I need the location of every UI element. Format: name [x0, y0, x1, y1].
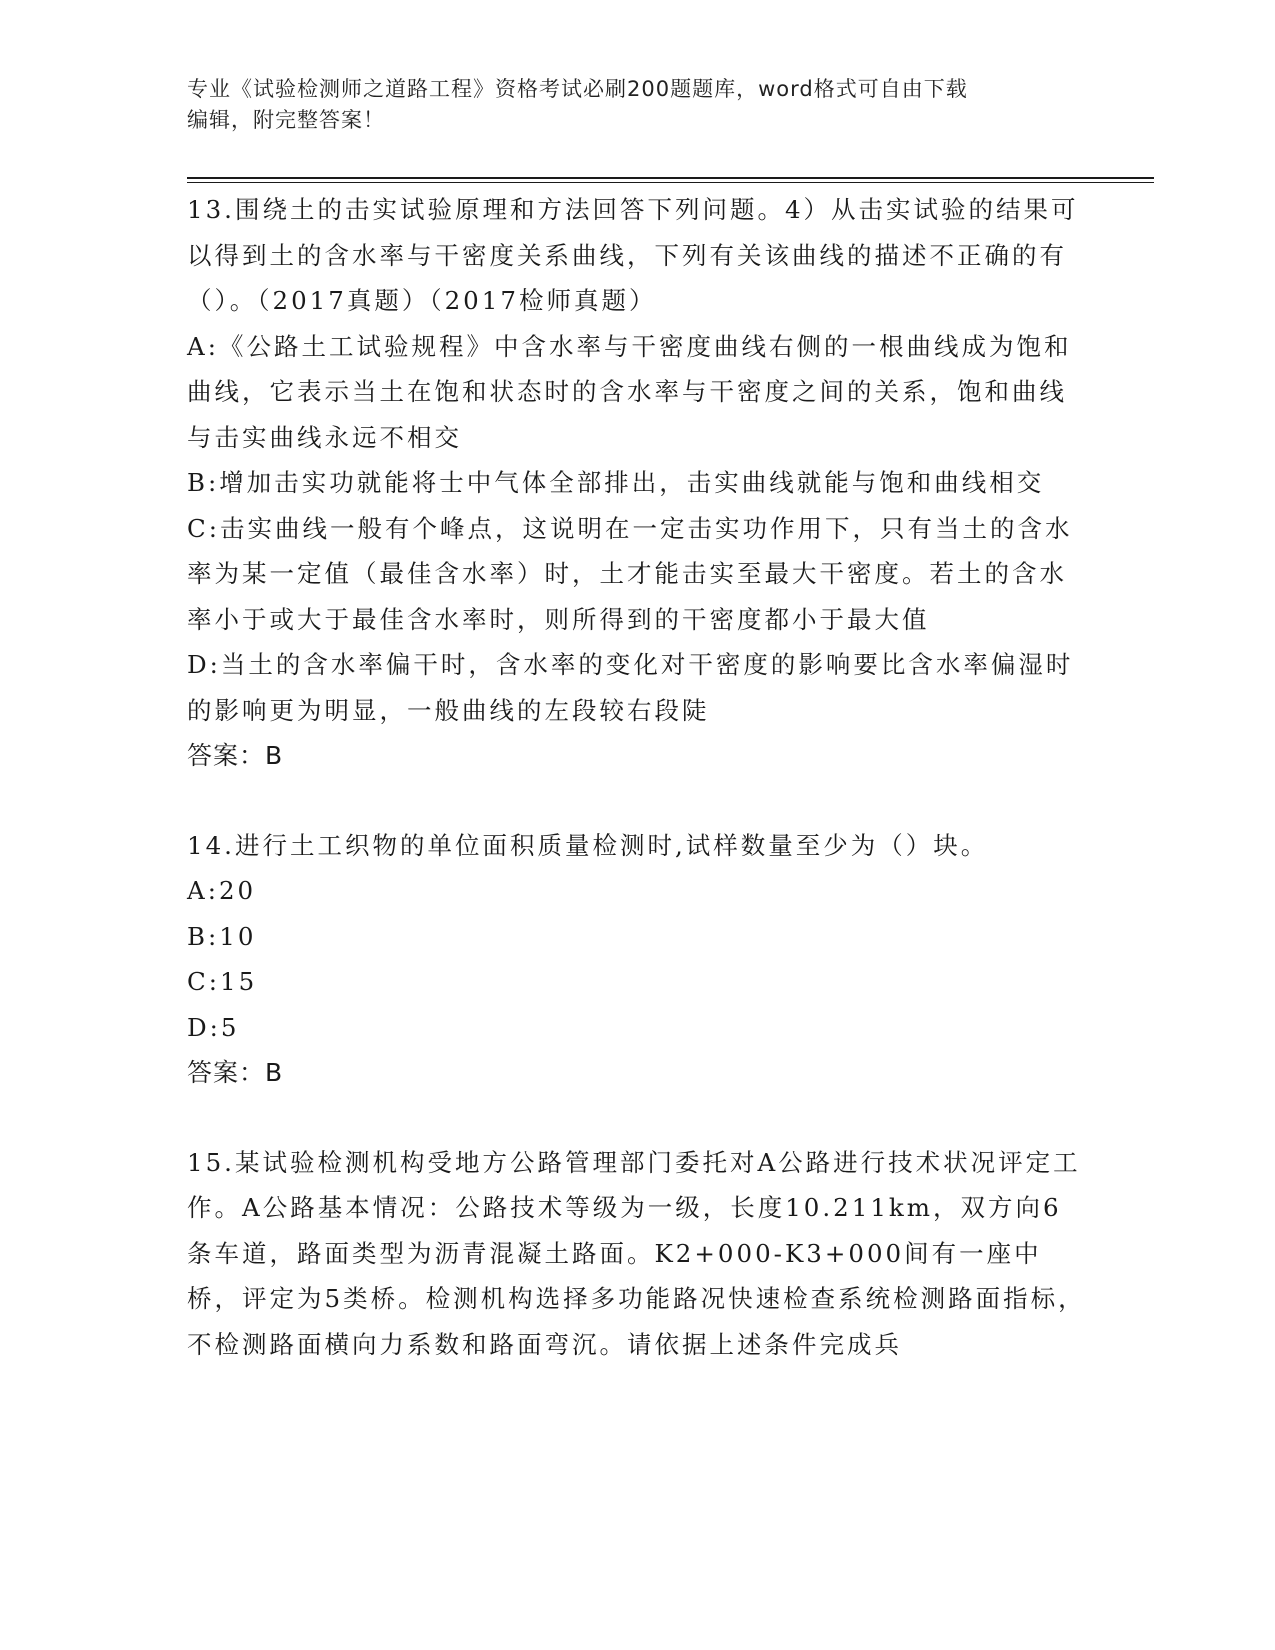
header-line-2: 编辑，附完整答案！: [187, 108, 385, 132]
answer: 答案：B: [187, 1058, 284, 1087]
answer: 答案：B: [187, 741, 284, 770]
document-header: [187, 74, 1067, 136]
option-a: A:20: [187, 876, 257, 905]
question-spacer: [187, 1096, 1087, 1140]
question-text: 13.围绕土的击实试验原理和方法回答下列问题。4）从击实试验的结果可以得到土的含水率与干密度关系曲线，下列有关该曲线的描述不正确的有（）。（2017真题）（2017检师真题）: [187, 195, 1079, 315]
option-b: B:10: [187, 921, 257, 951]
option-d: D:5: [187, 1012, 240, 1042]
question-spacer: [187, 779, 1087, 823]
header-divider-thin: [187, 182, 1154, 183]
question-15: [187, 1140, 1087, 1368]
option-c: C:15: [187, 967, 258, 996]
question-text: 15.某试验检测机构受地方公路管理部门委托对A公路进行技术状况评定工作。A公路基本情况：公路技术等级为一级，长度10.211km，双方向6条车道，路面类型为沥青混凝土路面。K2+000-K3+000间有一座中桥，评定为5类桥。检测机构选择多功能路况快速检查系统检测路面指标，不检测路面横向力系数和路面弯沉。请依据上述条件完成兵: [187, 1147, 1086, 1359]
option-d: D:当土的含水率偏干时，含水率的变化对干密度的影响要比含水率偏湿时的影响更为明显，一般曲线的左段较右段陡: [187, 650, 1074, 725]
option-b: B:增加击实功就能将士中气体全部排出，击实曲线就能与饱和曲线相交: [187, 468, 1045, 497]
question-text: 14.进行土工织物的单位面积质量检测时,试样数量至少为（）块。: [187, 830, 989, 860]
header-divider-thick: [187, 177, 1154, 179]
option-a: A:《公路土工试验规程》中含水率与干密度曲线右侧的一根曲线成为饱和曲线，它表示当土在饱和状态时的含水率与干密度之间的关系，饱和曲线与击实曲线永远不相交: [187, 331, 1072, 452]
option-c: C:击实曲线一般有个峰点，这说明在一定击实功作用下，只有当土的含水率为某一定值（最佳含水率）时，土才能击实至最大干密度。若土的含水率小于或大于最佳含水率时，则所得到的干密度都小于最大值: [187, 513, 1073, 634]
question-13: [187, 187, 1087, 779]
question-14: [187, 823, 1087, 1096]
question-list: [187, 187, 1087, 1367]
header-line-1: 专业《试验检测师之道路工程》资格考试必刷200题题库，word格式可自由下载: [187, 77, 968, 101]
